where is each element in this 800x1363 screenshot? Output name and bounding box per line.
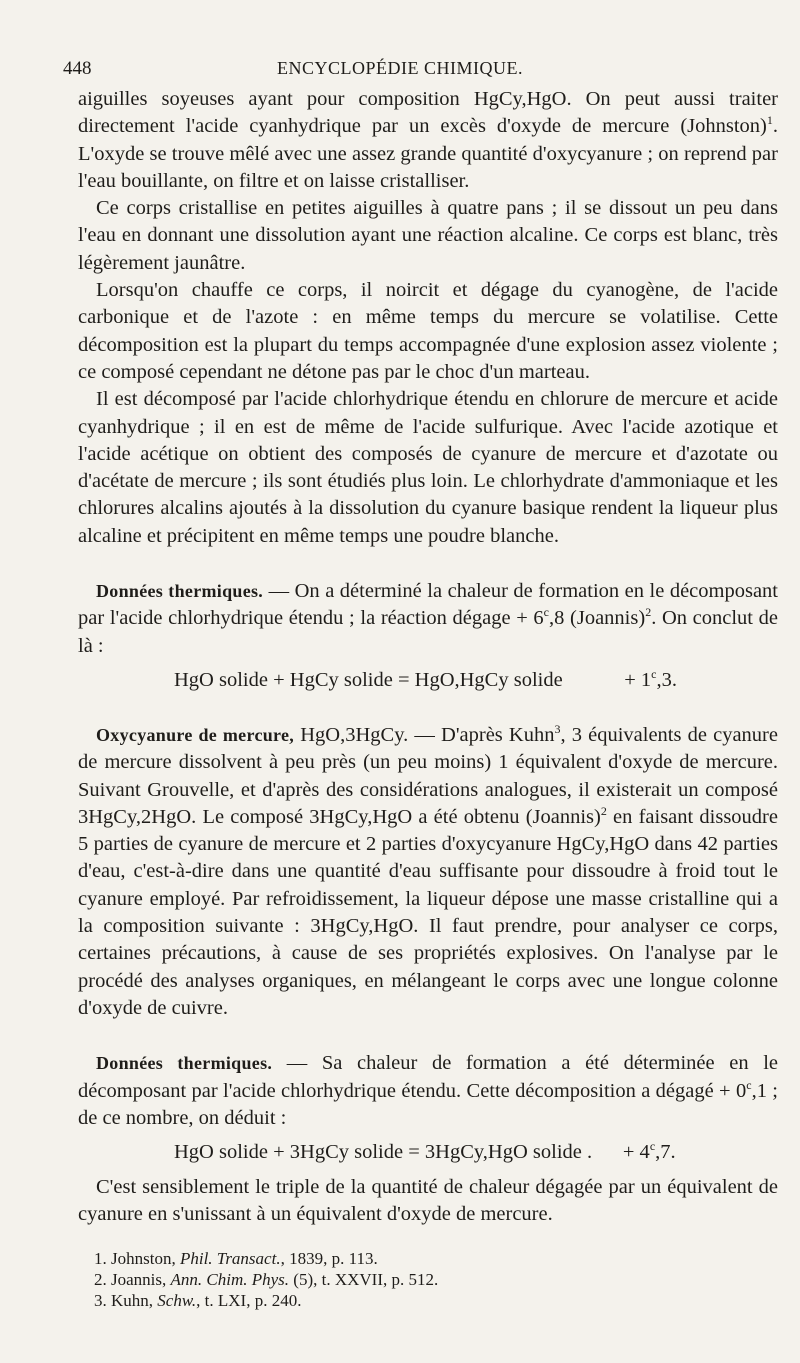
footnote: 1. Johnston, Phil. Transact., 1839, p. 113. — [94, 1249, 378, 1268]
footnote: 3. Kuhn, Schw., t. LXI, p. 240. — [94, 1291, 302, 1310]
section-thermal-data: Données thermiques. — On a déterminé la chaleur de formation en le décomposant par l'acide chlorhydrique étendu ; la réaction dégage + $6^c,8$ (Joannis)$^2$. On conclut de là : — [78, 580, 779, 657]
paragraph: C'est sensiblement le triple de la quantité de chaleur dégagée par un équivalent de cyanure en s'unissant à un équivalent d'oxyde de mercure. — [78, 1176, 778, 1226]
section-heading: Données thermiques. — [96, 581, 264, 602]
page-header — [0, 58, 800, 84]
page-number: 448 — [63, 58, 92, 79]
section-thermal-data-2: Données thermiques. — Sa chaleur de formation a été déterminée en le décomposant par l'acide chlorhydrique étendu. Cette décomposition a dégagé + $0^c,1$ ; de ce nombre, on déduit : — [78, 1052, 778, 1129]
page-body — [78, 86, 778, 1229]
equation: HgO solide + 3HgCy solide = 3HgCy,HgO solide . + $4^c,7$. — [174, 1139, 676, 1164]
running-title: ENCYCLOPÉDIE CHIMIQUE. — [277, 58, 523, 78]
section-heading: Oxycyanure de mercure, — [96, 724, 295, 745]
paragraph: aiguilles soyeuses ayant pour composition HgCy,HgO. On peut aussi traiter directement l'acide cyanhydrique par un excès d'oxyde de mercure (Johnston)$^1$. L'oxyde se trouve mêlé avec une assez grande quantité d'oxycyanure ; on reprend par l'eau bouillante, on filtre et on laisse cristalliser. — [78, 88, 778, 192]
paragraph: Ce corps cristallise en petites aiguilles à quatre pans ; il se dissout un peu dans l'eau en donnant une dissolution ayant une réaction alcaline. Ce corps est blanc, très légèrement jaunâtre. — [78, 197, 778, 274]
section-heading: Données thermiques. — [96, 1053, 273, 1074]
paragraph: Lorsqu'on chauffe ce corps, il noircit et dégage du cyanogène, de l'acide carbonique et de l'azote : en même temps du mercure se volatilise. Cette décomposition est la plupart du temps accompagnée d'une explosion assez violente ; ce composé cependant ne détone pas par le choc d'un marteau. — [78, 279, 778, 383]
paragraph: Il est décomposé par l'acide chlorhydrique étendu en chlorure de mercure et acide cyanhydrique ; il en est de même de l'acide sulfurique. Avec l'acide azotique et l'acide acétique on obtient des composés de cyanure de mercure et d'azotate ou d'acétate de mercure ; ils sont étudiés plus loin. Le chlorhydrate d'ammoniaque et les chlorures alcalins ajoutés à la dissolution du cyanure basique rendent la liqueur plus alcaline et précipitent en même temps une poudre blanche. — [78, 388, 778, 547]
footnotes — [94, 1248, 774, 1311]
equation: HgO solide + HgCy solide = HgO,HgCy solide + $1^c,3$. — [174, 667, 677, 691]
section-oxycyanure: Oxycyanure de mercure, HgO,3HgCy. — D'après Kuhn$^3$, 3 équivalents de cyanure de mercure dissolvent à peu près (un peu moins) 1 équivalent d'oxyde de mercure. Suivant Grouvelle, et d'après des considérations analogues, il existerait un composé 3HgCy,2HgO. Le composé 3HgCy,HgO a été obtenu (Joannis)$^2$ en faisant dissoudre 5 parties de cyanure de mercure et 2 parties d'oxycyanure HgCy,HgO dans 42 parties d'eau, c'est-à-dire dans une quantité d'eau suffisante pour dissoudre à froid tout le cyanure employé. Par refroidissement, la liqueur dépose une masse cristalline qui a la composition suivante : 3HgCy,HgO. Il faut prendre, pour analyser ce corps, certaines précautions, à cause de ses propriétés explosives. On l'analyse par le procédé des analyses organiques, en mélangeant le corps avec une longue colonne d'oxyde de cuivre. — [78, 722, 778, 1019]
footnote: 2. Joannis, Ann. Chim. Phys. (5), t. XXVII, p. 512. — [94, 1270, 439, 1289]
